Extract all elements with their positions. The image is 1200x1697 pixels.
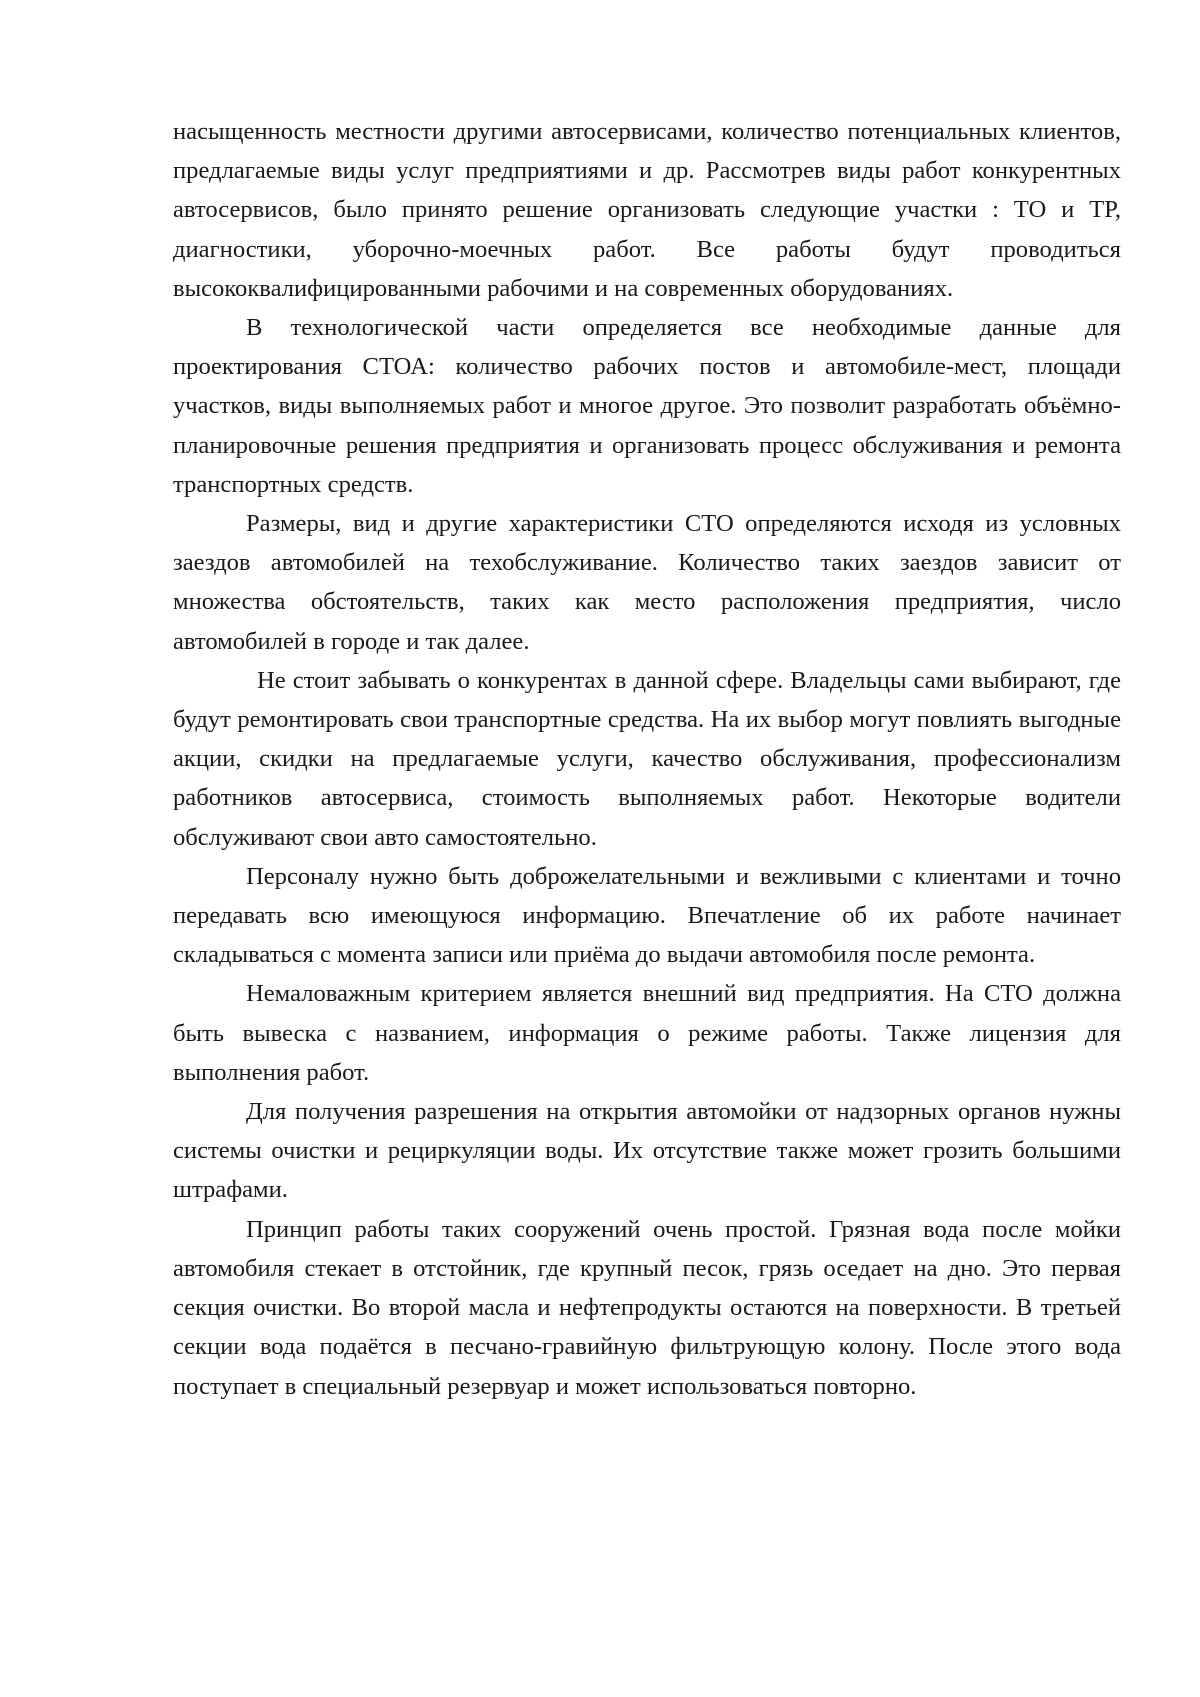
document-body bbox=[173, 112, 1121, 1406]
paragraph-7: Для получения разрешения на открытия автомойки от надзорных органов нужны системы очистки и рециркуляции воды. Их отсутствие также может грозить большими штрафами. bbox=[173, 1098, 1121, 1204]
paragraph-5: Персоналу нужно быть доброжелательными и вежливыми с клиентами и точно передавать всю имеющуюся информацию. Впечатление об их работе начинает складываться с момента записи или приёма до выдачи автомобиля после ремонта. bbox=[173, 862, 1121, 969]
paragraph-2: В технологической части определяется все необходимые данные для проектирования СТОА: количество рабочих постов и автомобиле-мест, площади участков, виды выполняемых работ и многое другое. Это позволит разработать объёмно-планировочные решения предприятия и организовать процесс обслуживания и ремонта транспортных средств. bbox=[173, 314, 1121, 498]
paragraph-8: Принцип работы таких сооружений очень простой. Грязная вода после мойки автомобиля стекает в отстойник, где крупный песок, грязь оседает на дно. Это первая секция очистки. Во второй масла и нефтепродукты остаются на поверхности. В третьей секции вода подаётся в песчано-гравийную фильтрующую колону. После этого вода поступает в специальный резервуар и может использоваться повторно. bbox=[173, 1215, 1121, 1400]
paragraph-1: насыщенность местности другими автосервисами, количество потенциальных клиентов, предлагаемые виды услуг предприятиями и др. Рассмотрев виды работ конкурентных автосервисов, было принято решение организовать следующие участки : ТО и ТР, диагностики, уборочно-моечных работ. Все работы будут проводиться высококвалифицированными рабочими и на современных оборудованиях. bbox=[173, 118, 1121, 302]
paragraph-3: Размеры, вид и другие характеристики СТО определяются исходя из условных заездов автомобилей на техобслуживание. Количество таких заездов зависит от множества обстоятельств, таких как место расположения предприятия, число автомобилей в городе и так далее. bbox=[173, 510, 1121, 655]
paragraph-4: Не стоит забывать о конкурентах в данной сфере. Владельцы сами выбирают, где будут ремонтировать свои транспортные средства. На их выбор могут повлиять выгодные акции, скидки на предлагаемые услуги, качество обслуживания, профессионализм работников автосервиса, стоимость выполняемых работ. Некоторые водители обслуживают свои авто самостоятельно. bbox=[173, 666, 1121, 851]
paragraph-6: Немаловажным критерием является внешний вид предприятия. На СТО должна быть вывеска с названием, информация о режиме работы. Также лицензия для выполнения работ. bbox=[173, 980, 1121, 1086]
